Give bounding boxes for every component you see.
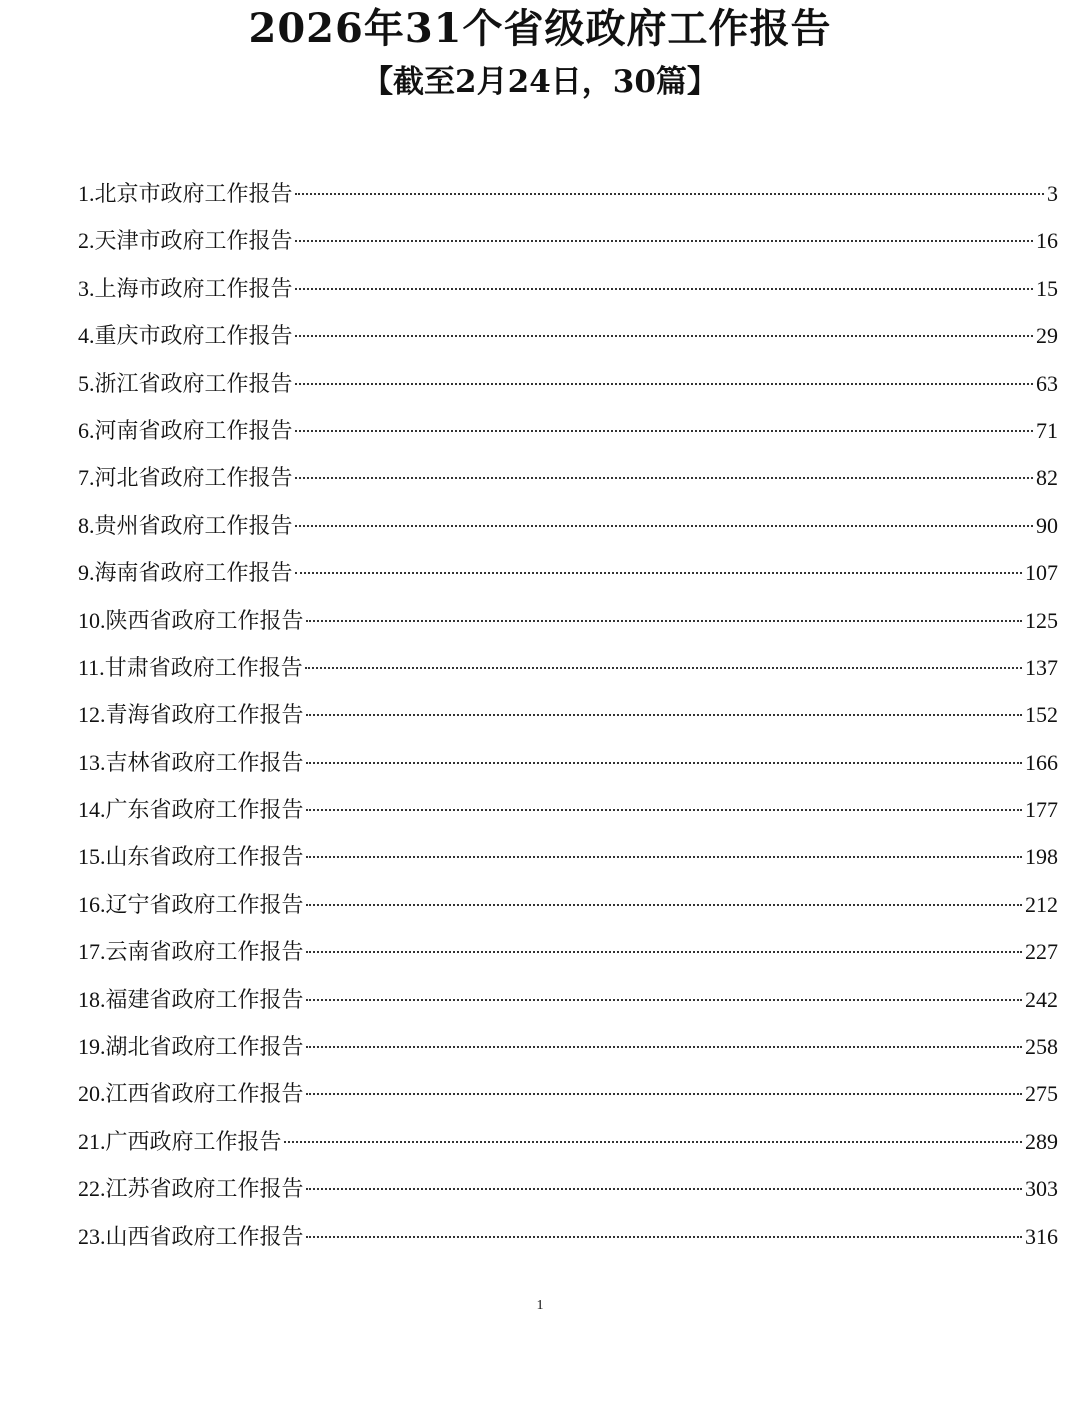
toc-entry-label: 青海省政府工作报告 [105, 703, 304, 729]
toc-entry[interactable] [78, 407, 1058, 454]
toc-entry-label: 海南省政府工作报告 [94, 561, 293, 587]
toc-entry-title [78, 1165, 304, 1213]
toc-entry-number: 18. [78, 986, 106, 1012]
toc-entry-number: 8. [78, 512, 95, 538]
toc-entry-page: 258 [1025, 1034, 1058, 1060]
toc-entry-title [78, 549, 293, 597]
toc-dot-leader [295, 572, 1022, 574]
toc-entry-page: 227 [1025, 939, 1058, 965]
toc-entry-title [78, 407, 293, 455]
toc-entry[interactable] [78, 833, 1058, 880]
toc-dot-leader [295, 525, 1033, 527]
toc-entry-number: 22. [78, 1176, 106, 1202]
toc-entry-number: 10. [78, 607, 106, 633]
toc-entry-number: 14. [78, 797, 106, 823]
toc-entry-label: 贵州省政府工作报告 [94, 513, 293, 539]
toc-entry-page: 16 [1036, 228, 1058, 254]
toc-entry[interactable] [78, 1070, 1058, 1117]
toc-dot-leader [295, 288, 1033, 290]
toc-entry[interactable] [78, 976, 1058, 1023]
toc-entry-title [78, 833, 304, 881]
toc-entry-title [78, 881, 304, 929]
toc-entry[interactable] [78, 644, 1058, 691]
toc-entry-page: 212 [1025, 891, 1058, 917]
toc-entry-label: 甘肃省政府工作报告 [104, 655, 303, 681]
toc-entry-number: 23. [78, 1223, 106, 1249]
toc-entry[interactable] [78, 265, 1058, 312]
toc-entry-number: 5. [78, 370, 95, 396]
toc-entry-number: 2. [78, 228, 95, 254]
toc-dot-leader [305, 667, 1022, 669]
toc-entry-label: 河南省政府工作报告 [94, 418, 293, 444]
toc-dot-leader [306, 904, 1022, 906]
toc-entry-page: 125 [1025, 607, 1058, 633]
document-title: 2026年31个省级政府工作报告 [248, 5, 832, 52]
toc-entry-label: 湖北省政府工作报告 [105, 1035, 304, 1061]
toc-dot-leader [306, 1236, 1022, 1238]
toc-entry-page: 275 [1025, 1081, 1058, 1107]
toc-entry-number: 1. [78, 181, 95, 206]
toc-entry-number: 19. [78, 1034, 106, 1060]
toc-entry-label: 江苏省政府工作报告 [105, 1177, 304, 1203]
toc-entry-title [78, 217, 293, 265]
toc-entry-title [78, 170, 293, 218]
toc-entry-title [78, 739, 304, 787]
toc-entry-page: 71 [1036, 417, 1058, 443]
toc-entry-title [78, 502, 293, 550]
toc-dot-leader [295, 193, 1044, 195]
toc-dot-leader [295, 383, 1033, 385]
toc-entry[interactable] [78, 691, 1058, 738]
toc-entry-page: 15 [1036, 275, 1058, 301]
toc-entry[interactable] [78, 360, 1058, 407]
toc-entry[interactable] [78, 1213, 1058, 1260]
toc-entry[interactable] [78, 597, 1058, 644]
toc-entry-number: 21. [78, 1128, 106, 1154]
toc-dot-leader [295, 430, 1033, 432]
toc-entry-title [78, 454, 293, 502]
document-subtitle: 【截至2月24日，30篇】 [362, 64, 718, 100]
toc-entry-title [78, 691, 304, 739]
toc-dot-leader [306, 762, 1022, 764]
toc-entry-title [78, 312, 293, 360]
toc-entry-title [78, 1213, 304, 1261]
toc-dot-leader [306, 620, 1022, 622]
toc-entry[interactable] [78, 549, 1058, 596]
toc-entry-number: 3. [78, 275, 95, 301]
toc-entry-page: 107 [1025, 560, 1058, 586]
toc-dot-leader [284, 1141, 1022, 1143]
toc-entry-title [78, 360, 293, 408]
toc-entry[interactable] [78, 881, 1058, 928]
toc-entry-label: 河北省政府工作报告 [94, 466, 293, 492]
toc-entry[interactable] [78, 454, 1058, 501]
toc-entry-label: 江西省政府工作报告 [105, 1082, 304, 1108]
toc-dot-leader [306, 951, 1022, 953]
toc-dot-leader [295, 335, 1033, 337]
toc-entry-title [78, 265, 293, 313]
toc-entry-page: 242 [1025, 986, 1058, 1012]
toc-entry-number: 7. [78, 465, 95, 491]
toc-entry-number: 17. [78, 939, 106, 965]
toc-entry-page: 166 [1025, 749, 1058, 775]
toc-entry-label: 广西政府工作报告 [105, 1129, 282, 1155]
toc-entry-label: 福建省政府工作报告 [105, 987, 304, 1013]
toc-entry[interactable] [78, 739, 1058, 786]
toc-entry-title [78, 1118, 282, 1166]
toc-entry[interactable] [78, 217, 1058, 264]
page-number: 1 [536, 1298, 544, 1313]
toc-entry[interactable] [78, 502, 1058, 549]
toc-dot-leader [295, 240, 1033, 242]
toc-entry[interactable] [78, 928, 1058, 975]
toc-entry[interactable] [78, 312, 1058, 359]
toc-entry-number: 12. [78, 702, 106, 728]
toc-entry-title [78, 1070, 304, 1118]
toc-entry-title [78, 928, 304, 976]
toc-entry-label: 重庆市政府工作报告 [94, 324, 293, 350]
toc-entry-label: 山东省政府工作报告 [105, 845, 304, 871]
toc-entry[interactable] [78, 786, 1058, 833]
toc-entry-label: 云南省政府工作报告 [105, 940, 304, 966]
toc-entry-page: 303 [1025, 1176, 1058, 1202]
toc-entry-number: 16. [78, 891, 106, 917]
toc-entry-title [78, 1023, 304, 1071]
toc-entry-label: 辽宁省政府工作报告 [105, 892, 304, 918]
toc-entry-label: 山西省政府工作报告 [105, 1224, 304, 1250]
toc-entry-title [78, 644, 303, 692]
toc-entry-title [78, 976, 304, 1024]
toc-entry-page: 137 [1025, 654, 1058, 680]
toc-entry-number: 20. [78, 1081, 106, 1107]
toc-entry-page: 177 [1025, 797, 1058, 823]
toc-dot-leader [306, 1046, 1022, 1048]
toc-entry-label: 天津市政府工作报告 [94, 229, 293, 255]
toc-entry-number: 11. [78, 654, 105, 680]
toc-entry-page: 29 [1036, 323, 1058, 349]
toc-entry-number: 9. [78, 560, 95, 586]
toc-entry[interactable] [78, 170, 1058, 217]
toc-entry-title [78, 597, 304, 645]
toc-entry-number: 6. [78, 417, 95, 443]
toc-entry[interactable] [78, 1118, 1058, 1165]
toc-entry-page: 152 [1025, 702, 1058, 728]
toc-entry-number: 13. [78, 749, 106, 775]
toc-entry-page: 289 [1025, 1128, 1058, 1154]
toc-entry-title [78, 786, 304, 834]
toc-entry-page: 82 [1036, 465, 1058, 491]
toc-entry-label: 浙江省政府工作报告 [94, 371, 293, 397]
toc-entry[interactable] [78, 1023, 1058, 1070]
toc-entry-page: 198 [1025, 844, 1058, 870]
toc-entry-number: 15. [78, 844, 106, 870]
toc-dot-leader [306, 714, 1022, 716]
table-of-contents [78, 170, 1058, 1260]
toc-entry-label: 广东省政府工作报告 [105, 798, 304, 824]
toc-entry-label: 上海市政府工作报告 [94, 276, 293, 302]
toc-entry-number: 4. [78, 323, 95, 349]
toc-entry-label: 陕西省政府工作报告 [105, 608, 304, 634]
toc-dot-leader [306, 1188, 1022, 1190]
toc-dot-leader [306, 999, 1022, 1001]
toc-entry-page: 63 [1036, 370, 1058, 396]
toc-entry[interactable] [78, 1165, 1058, 1212]
toc-entry-page: 90 [1036, 512, 1058, 538]
toc-dot-leader [306, 1093, 1022, 1095]
toc-dot-leader [306, 809, 1022, 811]
toc-entry-page: 3 [1047, 181, 1058, 206]
toc-dot-leader [295, 477, 1033, 479]
toc-entry-label: 吉林省政府工作报告 [105, 750, 304, 776]
toc-entry-page: 316 [1025, 1223, 1058, 1249]
toc-dot-leader [306, 856, 1022, 858]
toc-entry-label: 北京市政府工作报告 [94, 182, 293, 207]
